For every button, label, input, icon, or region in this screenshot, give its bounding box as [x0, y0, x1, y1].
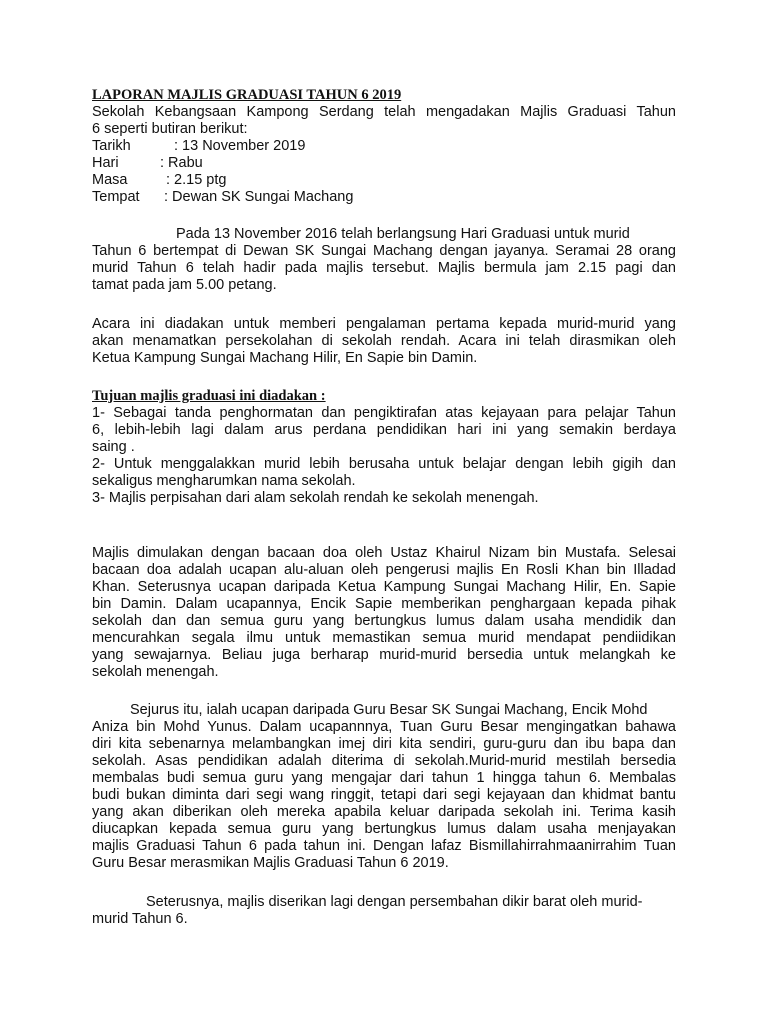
detail-label: Tempat [92, 189, 140, 205]
paragraph-line: bin Damin. Dalam ucapannya, Encik Sapie memberikan penghargaan kepada pihak [92, 596, 676, 612]
detail-row [92, 189, 676, 206]
paragraph-line: Aniza bin Mohd Yunus. Dalam ucapannnya, Tuan Guru Besar mengingatkan bahawa [92, 719, 676, 735]
paragraph-line: Majlis dimulakan dengan bacaan doa oleh Ustaz Khairul Nizam bin Mustafa. Selesai [92, 545, 676, 561]
paragraph-line: diri kita sebenarnya melambangkan imej diri kita sendiri, guru-guru dan ibu bapa dan [92, 736, 676, 752]
detail-label: Hari [92, 155, 119, 171]
paragraph-line: Tahun 6 bertempat di Dewan SK Sungai Machang dengan jayanya. Seramai 28 orang [92, 243, 676, 259]
paragraph-line: Pada 13 November 2016 telah berlangsung Hari Graduasi untuk murid [176, 226, 630, 242]
paragraph-line: Khan. Seterusnya ucapan daripada Ketua Kampung Sungai Machang Hilir, En. Sapie [92, 579, 676, 595]
objective-line: saing . [92, 439, 135, 455]
detail-value: : Rabu [160, 155, 203, 171]
paragraph-line: akan menamatkan persekolahan di sekolah rendah. Acara ini telah dirasmikan oleh [92, 333, 676, 349]
paragraph-line: budi bukan diminta dari segi wang ringgit, tetapi dari segi kejayaan dan khidmat bantu [92, 787, 676, 803]
objective-line: 6, lebih-lebih lagi dalam arus perdana pendidikan hari ini yang semakin berdaya [92, 422, 676, 438]
objective-line: 1- Sebagai tanda penghormatan dan pengiktirafan atas kejayaan para pelajar Tahun [92, 405, 676, 421]
objective-line: 2- Untuk menggalakkan murid lebih berusaha untuk belajar dengan lebih gigih dan [92, 456, 676, 472]
paragraph-line: tamat pada jam 5.00 petang. [92, 277, 277, 293]
paragraph-line: Acara ini diadakan untuk memberi pengalaman pertama kepada murid-murid yang [92, 316, 676, 332]
paragraph-line: sekolah. Asas pendidikan adalah diterima di sekolah.Murid-murid mestilah bersedia [92, 753, 676, 769]
detail-value: : 13 November 2019 [174, 138, 306, 154]
paragraph-line: Guru Besar merasmikan Majlis Graduasi Tahun 6 2019. [92, 855, 449, 871]
detail-label: Masa [92, 172, 128, 188]
detail-row [92, 138, 676, 155]
objective-line: sekaligus mengharumkan nama sekolah. [92, 473, 356, 489]
detail-row [92, 155, 676, 172]
paragraph-line: murid Tahun 6. [92, 911, 188, 927]
paragraph-line: sekolah dan dan semua guru yang bertungkus lumus dalam usaha mendidik dan [92, 613, 676, 629]
paragraph-line: Sejurus itu, ialah ucapan daripada Guru Besar SK Sungai Machang, Encik Mohd [130, 702, 648, 718]
paragraph-line: yang sewajarnya. Beliau juga berharap murid-murid bersedia untuk melangkah ke [92, 647, 676, 663]
paragraph-line: sekolah menengah. [92, 664, 219, 680]
report-title: LAPORAN MAJLIS GRADUASI TAHUN 6 2019 [92, 87, 402, 103]
intro-line: Sekolah Kebangsaan Kampong Serdang telah mengadakan Majlis Graduasi Tahun [92, 104, 676, 120]
paragraph-line: diucapkan kepada semua guru yang bertungkus lumus dalam usaha menjayakan [92, 821, 676, 837]
detail-label: Tarikh [92, 138, 131, 154]
paragraph-line: Ketua Kampung Sungai Machang Hilir, En Sapie bin Damin. [92, 350, 478, 366]
paragraph-line: yang akan diberikan oleh mereka apabila keluar daripada sekolah ini. Terima kasih [92, 804, 676, 820]
paragraph-line: bacaan doa adalah ucapan alu-aluan oleh pengerusi majlis En Rosli Khan bin Illadad [92, 562, 676, 578]
intro-line: 6 seperti butiran berikut: [92, 121, 248, 137]
detail-row [92, 172, 676, 189]
paragraph-line: mencurahkan segala ilmu untuk memastikan semua murid mendapat pendiidikan [92, 630, 676, 646]
paragraph-line: Seterusnya, majlis diserikan lagi dengan persembahan dikir barat oleh murid- [146, 894, 643, 910]
objective-line: 3- Majlis perpisahan dari alam sekolah rendah ke sekolah menengah. [92, 490, 539, 506]
objectives-heading: Tujuan majlis graduasi ini diadakan : [92, 388, 326, 404]
paragraph-line: murid Tahun 6 telah hadir pada majlis tersebut. Majlis bermula jam 2.15 pagi dan [92, 260, 676, 276]
paragraph-line: majlis Graduasi Tahun 6 pada tahun ini. Dengan lafaz Bismillahirrahmaanirrahim Tuan [92, 838, 676, 854]
paragraph-line: membalas budi semua guru yang mengajar dari tahun 1 hingga tahun 6. Membalas [92, 770, 676, 786]
detail-value: : Dewan SK Sungai Machang [164, 189, 354, 205]
detail-value: : 2.15 ptg [166, 172, 227, 188]
